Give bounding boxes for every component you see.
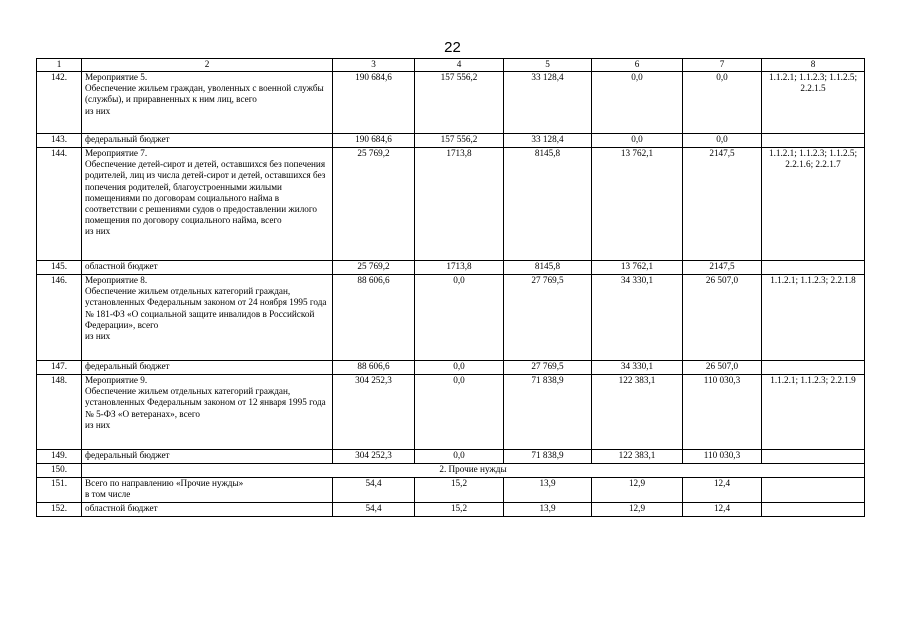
target-indicators bbox=[762, 361, 865, 375]
table-row bbox=[37, 478, 865, 503]
table-row bbox=[37, 148, 865, 261]
value-col-7: 2147,5 bbox=[683, 148, 762, 261]
value-col-5: 27 769,5 bbox=[504, 275, 592, 361]
page-number: 22 bbox=[444, 39, 461, 56]
row-description: Всего по направлению «Прочие нужды» в том числе bbox=[82, 478, 333, 503]
value-col-4: 157 556,2 bbox=[415, 134, 504, 148]
value-col-3: 88 606,6 bbox=[333, 361, 415, 375]
row-description: Мероприятие 9. Обеспечение жильем отдельных категорий граждан, установленных Федеральным законом от 12 января 1995 года № 5-ФЗ «О ветеранах», всего из них bbox=[82, 375, 333, 450]
row-description: федеральный бюджет bbox=[82, 361, 333, 375]
value-col-3: 190 684,6 bbox=[333, 72, 415, 134]
row-description: федеральный бюджет bbox=[82, 134, 333, 148]
value-col-5: 71 838,9 bbox=[504, 450, 592, 464]
value-col-6: 13 762,1 bbox=[592, 148, 683, 261]
table-body bbox=[37, 59, 865, 517]
header-cell: 8 bbox=[762, 59, 865, 72]
value-col-6: 122 383,1 bbox=[592, 450, 683, 464]
row-description: Мероприятие 7. Обеспечение детей-сирот и детей, оставшихся без попечения родителей, лиц из числа детей-сирот и детей, оставшихся без попечения родителей, благоустроенными жилыми помещениями по договорам социального найма в соответствии с решениями судов о предоставлении жилого помещения по договору социального найма, всего из них bbox=[82, 148, 333, 261]
value-col-6: 12,9 bbox=[592, 503, 683, 517]
value-col-7: 12,4 bbox=[683, 478, 762, 503]
target-indicators bbox=[762, 261, 865, 275]
value-col-4: 0,0 bbox=[415, 361, 504, 375]
value-col-4: 15,2 bbox=[415, 478, 504, 503]
header-cell: 4 bbox=[415, 59, 504, 72]
value-col-7: 26 507,0 bbox=[683, 361, 762, 375]
program-table bbox=[36, 58, 865, 517]
value-col-4: 157 556,2 bbox=[415, 72, 504, 134]
value-col-3: 54,4 bbox=[333, 503, 415, 517]
value-col-4: 0,0 bbox=[415, 275, 504, 361]
value-col-3: 25 769,2 bbox=[333, 261, 415, 275]
value-col-5: 8145,8 bbox=[504, 261, 592, 275]
row-number: 147. bbox=[37, 361, 82, 375]
value-col-5: 8145,8 bbox=[504, 148, 592, 261]
target-indicators: 1.1.2.1; 1.1.2.3; 1.1.2.5; 2.2.1.6; 2.2.1.7 bbox=[762, 148, 865, 261]
value-col-6: 34 330,1 bbox=[592, 361, 683, 375]
header-cell: 7 bbox=[683, 59, 762, 72]
value-col-5: 27 769,5 bbox=[504, 361, 592, 375]
target-indicators: 1.1.2.1; 1.1.2.3; 2.2.1.8 bbox=[762, 275, 865, 361]
value-col-3: 88 606,6 bbox=[333, 275, 415, 361]
value-col-7: 12,4 bbox=[683, 503, 762, 517]
value-col-5: 13,9 bbox=[504, 478, 592, 503]
target-indicators bbox=[762, 478, 865, 503]
value-col-7: 2147,5 bbox=[683, 261, 762, 275]
value-col-3: 190 684,6 bbox=[333, 134, 415, 148]
header-cell: 2 bbox=[82, 59, 333, 72]
row-number: 146. bbox=[37, 275, 82, 361]
row-number: 145. bbox=[37, 261, 82, 275]
value-col-6: 13 762,1 bbox=[592, 261, 683, 275]
value-col-6: 122 383,1 bbox=[592, 375, 683, 450]
table-row bbox=[37, 450, 865, 464]
row-description: областной бюджет bbox=[82, 261, 333, 275]
table-row bbox=[37, 261, 865, 275]
value-col-5: 33 128,4 bbox=[504, 134, 592, 148]
value-col-6: 34 330,1 bbox=[592, 275, 683, 361]
value-col-6: 0,0 bbox=[592, 134, 683, 148]
section-row bbox=[37, 464, 865, 478]
value-col-4: 1713,8 bbox=[415, 148, 504, 261]
value-col-4: 15,2 bbox=[415, 503, 504, 517]
table-row bbox=[37, 72, 865, 134]
target-indicators: 1.1.2.1; 1.1.2.3; 1.1.2.5; 2.2.1.5 bbox=[762, 72, 865, 134]
value-col-7: 110 030,3 bbox=[683, 450, 762, 464]
table-row bbox=[37, 134, 865, 148]
row-number: 144. bbox=[37, 148, 82, 261]
row-number: 143. bbox=[37, 134, 82, 148]
value-col-4: 0,0 bbox=[415, 450, 504, 464]
header-cell: 3 bbox=[333, 59, 415, 72]
target-indicators bbox=[762, 450, 865, 464]
value-col-3: 54,4 bbox=[333, 478, 415, 503]
row-number: 152. bbox=[37, 503, 82, 517]
row-number: 151. bbox=[37, 478, 82, 503]
row-description: Мероприятие 5. Обеспечение жильем граждан, уволенных с военной службы (службы), и приравненных к ним лиц, всего из них bbox=[82, 72, 333, 134]
row-description: областной бюджет bbox=[82, 503, 333, 517]
row-description: федеральный бюджет bbox=[82, 450, 333, 464]
table-row bbox=[37, 503, 865, 517]
header-cell: 6 bbox=[592, 59, 683, 72]
row-number: 142. bbox=[37, 72, 82, 134]
value-col-5: 33 128,4 bbox=[504, 72, 592, 134]
value-col-7: 110 030,3 bbox=[683, 375, 762, 450]
header-row bbox=[37, 59, 865, 72]
value-col-5: 71 838,9 bbox=[504, 375, 592, 450]
target-indicators bbox=[762, 503, 865, 517]
value-col-3: 304 252,3 bbox=[333, 375, 415, 450]
value-col-7: 0,0 bbox=[683, 72, 762, 134]
value-col-3: 304 252,3 bbox=[333, 450, 415, 464]
row-number: 149. bbox=[37, 450, 82, 464]
table-row bbox=[37, 375, 865, 450]
row-number: 148. bbox=[37, 375, 82, 450]
value-col-7: 26 507,0 bbox=[683, 275, 762, 361]
header-cell: 5 bbox=[504, 59, 592, 72]
header-cell: 1 bbox=[37, 59, 82, 72]
value-col-6: 12,9 bbox=[592, 478, 683, 503]
row-number: 150. bbox=[37, 464, 82, 478]
target-indicators bbox=[762, 134, 865, 148]
value-col-4: 1713,8 bbox=[415, 261, 504, 275]
value-col-6: 0,0 bbox=[592, 72, 683, 134]
value-col-7: 0,0 bbox=[683, 134, 762, 148]
table-row bbox=[37, 361, 865, 375]
section-title: 2. Прочие нужды bbox=[82, 464, 865, 478]
row-description: Мероприятие 8. Обеспечение жильем отдельных категорий граждан, установленных Федеральным законом от 24 ноября 1995 года № 181-ФЗ «О социальной защите инвалидов в Российской Федерации», всего из них bbox=[82, 275, 333, 361]
value-col-4: 0,0 bbox=[415, 375, 504, 450]
table-row bbox=[37, 275, 865, 361]
value-col-3: 25 769,2 bbox=[333, 148, 415, 261]
value-col-5: 13,9 bbox=[504, 503, 592, 517]
target-indicators: 1.1.2.1; 1.1.2.3; 2.2.1.9 bbox=[762, 375, 865, 450]
